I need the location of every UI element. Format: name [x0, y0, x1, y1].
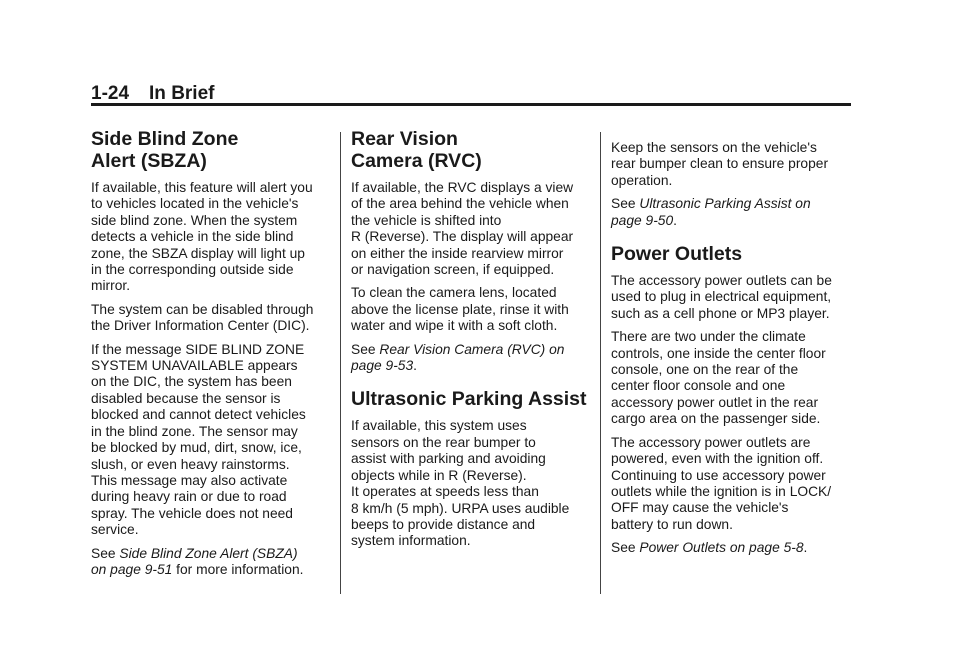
- text-line: on the DIC, the system has been: [91, 374, 292, 390]
- text-line: to vehicles located in the vehicle's: [91, 196, 299, 212]
- text-line: outlets while the ignition is in LOCK/: [611, 483, 832, 499]
- header-rule: [91, 103, 851, 106]
- text-line: The accessory power outlets are: [611, 434, 811, 450]
- urpa-cross-reference[interactable]: Ultrasonic Parking Assist on: [639, 196, 811, 212]
- text-line: slush, or even heavy rainstorms.: [91, 456, 290, 472]
- text-line: The system can be disabled through: [91, 301, 314, 317]
- power-outlets-location-paragraph: [611, 329, 847, 427]
- text-line: battery to run down.: [611, 516, 733, 532]
- text-line: 8 km/h (5 mph). URPA uses audible: [351, 500, 570, 516]
- heading-line: Rear Vision: [351, 128, 458, 150]
- power-outlets-heading: Power Outlets: [611, 243, 743, 266]
- heading-line: Side Blind Zone: [91, 128, 239, 150]
- text-line: The accessory power outlets can be: [611, 273, 832, 289]
- text-line: such as a cell phone or MP3 player.: [611, 305, 830, 321]
- text-line: To clean the camera lens, located: [351, 285, 557, 301]
- text-line: If available, the RVC displays a view: [351, 180, 574, 195]
- heading-line: Camera (RVC): [351, 150, 482, 172]
- sbza-cross-reference-page[interactable]: on page 9-51: [91, 561, 173, 577]
- text-line: above the license plate, rinse it with: [351, 301, 569, 317]
- power-outlets-intro-paragraph: [611, 273, 847, 322]
- see-prefix: See: [611, 540, 640, 556]
- text-line: cargo area on the passenger side.: [611, 411, 821, 427]
- column-divider-2: [600, 132, 601, 594]
- rvc-intro-paragraph: [351, 180, 587, 278]
- text-line: If available, this feature will alert you: [91, 180, 313, 195]
- text-line: If the message SIDE BLIND ZONE: [91, 341, 305, 357]
- text-line: water and wipe it with a soft cloth.: [351, 318, 558, 334]
- sbza-intro-paragraph: [91, 180, 327, 295]
- power-outlets-ignition-paragraph: [611, 435, 847, 533]
- text-line: objects while in R (Reverse).: [351, 467, 527, 483]
- rvc-see-reference: [351, 342, 587, 375]
- text-line: the Driver Information Center (DIC).: [91, 318, 310, 334]
- text-line: in the corresponding outside side: [91, 262, 294, 278]
- see-suffix: .: [803, 540, 808, 556]
- column-divider-1: [340, 132, 341, 594]
- text-line: console, one on the rear of the: [611, 362, 799, 378]
- urpa-see-reference: [611, 196, 847, 229]
- text-line: in the blind zone. The sensor may: [91, 423, 298, 439]
- text-line: If available, this system uses: [351, 418, 527, 434]
- text-line: disabled because the sensor is: [91, 390, 281, 406]
- text-line: beeps to provide distance and: [351, 516, 536, 532]
- text-line: or navigation screen, if equipped.: [351, 262, 555, 278]
- see-prefix: See: [611, 196, 640, 212]
- heading-line: Alert (SBZA): [91, 150, 207, 172]
- text-line: on either the inside rearview mirror: [351, 245, 564, 261]
- urpa-sensor-paragraph: [611, 140, 847, 189]
- text-line: spray. The vehicle does not need: [91, 505, 293, 521]
- rvc-cross-reference-page[interactable]: page 9-53: [351, 358, 414, 374]
- text-line: controls, one inside the center floor: [611, 345, 826, 361]
- power-outlets-see-reference: [611, 540, 847, 556]
- urpa-cross-reference-page[interactable]: page 9-50: [611, 212, 674, 228]
- text-line: There are two under the climate: [611, 329, 806, 345]
- power-outlets-cross-reference[interactable]: Power Outlets on page 5-8: [639, 540, 804, 556]
- text-line: mirror.: [91, 278, 131, 294]
- rvc-cross-reference[interactable]: Rear Vision Camera (RVC) on: [379, 341, 565, 357]
- text-line: OFF may cause the vehicle's: [611, 500, 789, 516]
- sbza-see-reference: [91, 546, 327, 579]
- see-prefix: See: [91, 545, 120, 561]
- text-line: blocked and cannot detect vehicles: [91, 407, 306, 423]
- urpa-paragraph: [351, 418, 587, 549]
- text-line: powered, even with the ignition off.: [611, 451, 824, 467]
- text-line: rear bumper clean to ensure proper: [611, 156, 829, 172]
- sbza-message-paragraph: [91, 342, 327, 539]
- text-line: operation.: [611, 172, 673, 188]
- see-suffix: .: [413, 358, 417, 374]
- text-line: of the area behind the vehicle when: [351, 196, 569, 212]
- text-line: accessory power outlet in the rear: [611, 394, 819, 410]
- text-line: This message may also activate: [91, 472, 288, 488]
- rvc-clean-paragraph: [351, 285, 587, 334]
- text-line: service.: [91, 522, 139, 538]
- column-2: [351, 124, 587, 557]
- see-suffix: for more information.: [172, 561, 304, 577]
- column-3: [611, 140, 847, 564]
- text-line: SYSTEM UNAVAILABLE appears: [91, 358, 298, 374]
- page-number: 1-24: [91, 83, 130, 104]
- text-line: sensors on the rear bumper to: [351, 434, 536, 450]
- text-line: during heavy rain or due to road: [91, 489, 287, 505]
- text-line: be blocked by mud, dirt, snow, ice,: [91, 440, 302, 456]
- text-line: the vehicle is shifted into: [351, 212, 502, 228]
- sbza-disable-paragraph: [91, 302, 327, 335]
- text-line: zone, the SBZA display will light up: [91, 245, 305, 261]
- text-line: center floor console and one: [611, 378, 786, 394]
- sbza-cross-reference[interactable]: Side Blind Zone Alert (SBZA): [119, 545, 298, 561]
- text-line: Keep the sensors on the vehicle's: [611, 140, 817, 155]
- urpa-heading: Ultrasonic Parking Assist: [351, 388, 587, 411]
- text-line: side blind zone. When the system: [91, 212, 298, 228]
- text-line: assist with parking and avoiding: [351, 451, 546, 467]
- see-prefix: See: [351, 341, 380, 357]
- rvc-heading: [351, 128, 587, 172]
- text-line: Continuing to use accessory power: [611, 467, 826, 483]
- column-1: [91, 124, 327, 585]
- text-line: system information.: [351, 533, 471, 549]
- text-line: used to plug in electrical equipment,: [611, 289, 832, 305]
- text-line: detects a vehicle in the side blind: [91, 229, 294, 245]
- text-line: It operates at speeds less than: [351, 484, 539, 500]
- sbza-heading: [91, 128, 327, 172]
- see-suffix: .: [673, 212, 677, 228]
- text-line: R (Reverse). The display will appear: [351, 229, 574, 245]
- section-title: In Brief: [149, 83, 215, 104]
